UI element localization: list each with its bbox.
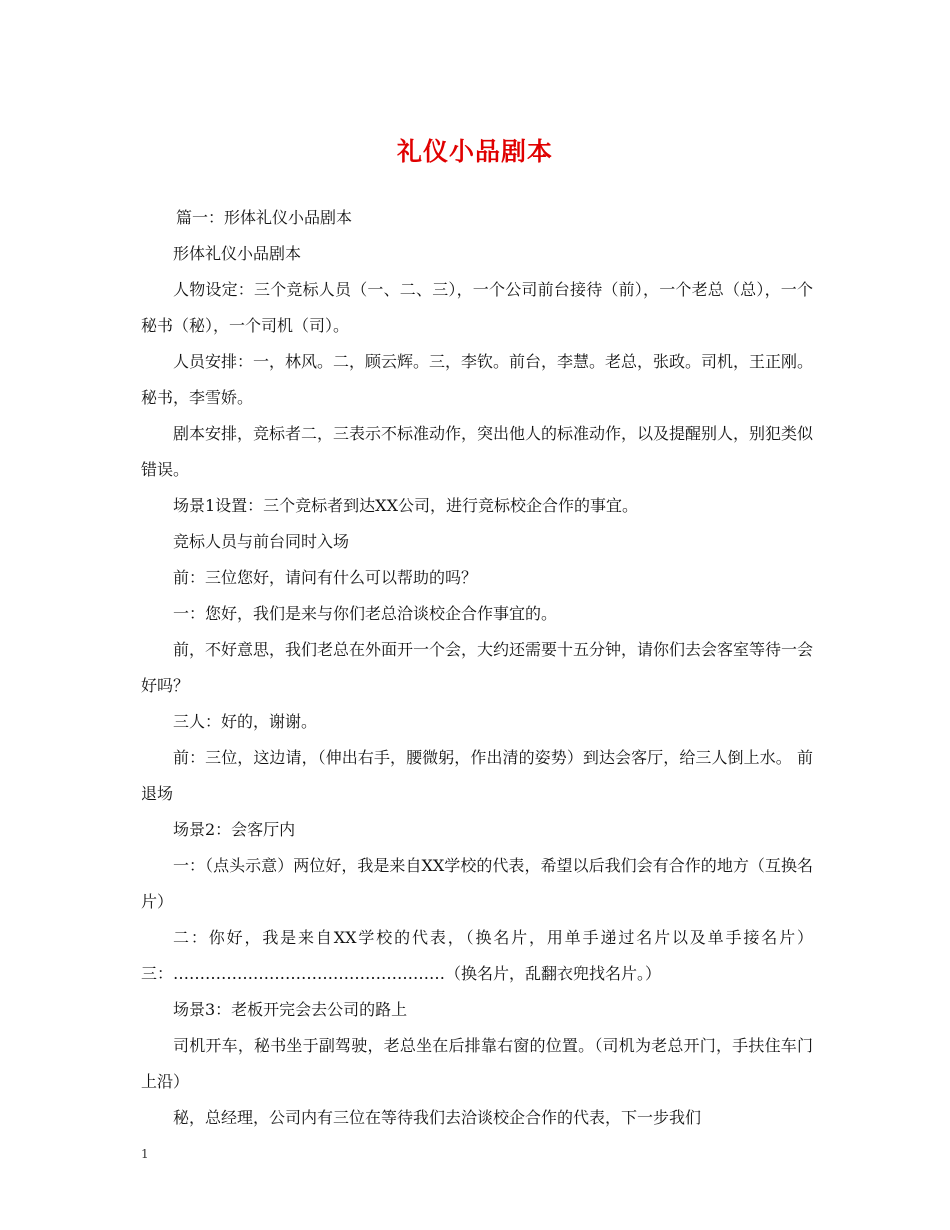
paragraph: 前：三位您好，请问有什么可以帮助的吗？ [173,568,478,587]
paragraph: 前：三位，这边请，（伸出右手，腰微躬，作出清的姿势）到达会客厅，给三人倒上水。 前退场 [141,748,813,803]
paragraph: 人员安排：一，林风。二，顾云辉。三，李钦。前台，李慧。老总，张政。司机，王正刚。秘书，李雪娇。 [141,352,814,407]
paragraph: 竞标人员与前台同时入场 [173,532,350,551]
paragraph: 一：您好，我们是来与你们老总洽谈校企合作事宜的。 [173,604,558,623]
chapter-heading: 篇一：形体礼仪小品剧本 [176,208,353,227]
paragraph: 场景2：会客厅内 [173,820,296,839]
paragraph: 场景1设置：三个竞标者到达XX公司，进行竞标校企合作的事宜。 [173,496,638,515]
paragraph: 二：你好，我是来自XX学校的代表，（换名片，用单手递过名片以及单手接名片） 三：……………………………………………（换名片，乱翻衣兜找名片。） [141,928,813,983]
paragraph: 剧本安排，竞标者二，三表示不标准动作，突出他人的标准动作，以及提醒别人，别犯类似错误。 [141,424,814,479]
page-number: 1 [141,1147,149,1161]
paragraph: 三人：好的，谢谢。 [173,712,318,731]
document-title: 礼仪小品剧本 [396,137,553,166]
paragraph: 秘，总经理，公司内有三位在等待我们去洽谈校企合作的代表，下一步我们 [173,1108,702,1127]
paragraph: 一：（点头示意）两位好，我是来自XX学校的代表，希望以后我们会有合作的地方（互换名片） [141,856,813,911]
paragraph: 人物设定：三个竞标人员（一、二、三），一个公司前台接待（前），一个老总（总），一个秘书（秘），一个司机（司）。 [141,280,813,335]
paragraph: 场景3：老板开完会去公司的路上 [173,1000,408,1019]
paragraph: 形体礼仪小品剧本 [173,244,302,263]
paragraph: 前，不好意思，我们老总在外面开一个会，大约还需要十五分钟，请你们去会客室等待一会好吗？ [141,640,814,695]
paragraph: 司机开车，秘书坐于副驾驶，老总坐在后排靠右窗的位置。（司机为老总开门，手扶住车门上沿） [141,1036,813,1091]
document-body [141,200,813,1136]
